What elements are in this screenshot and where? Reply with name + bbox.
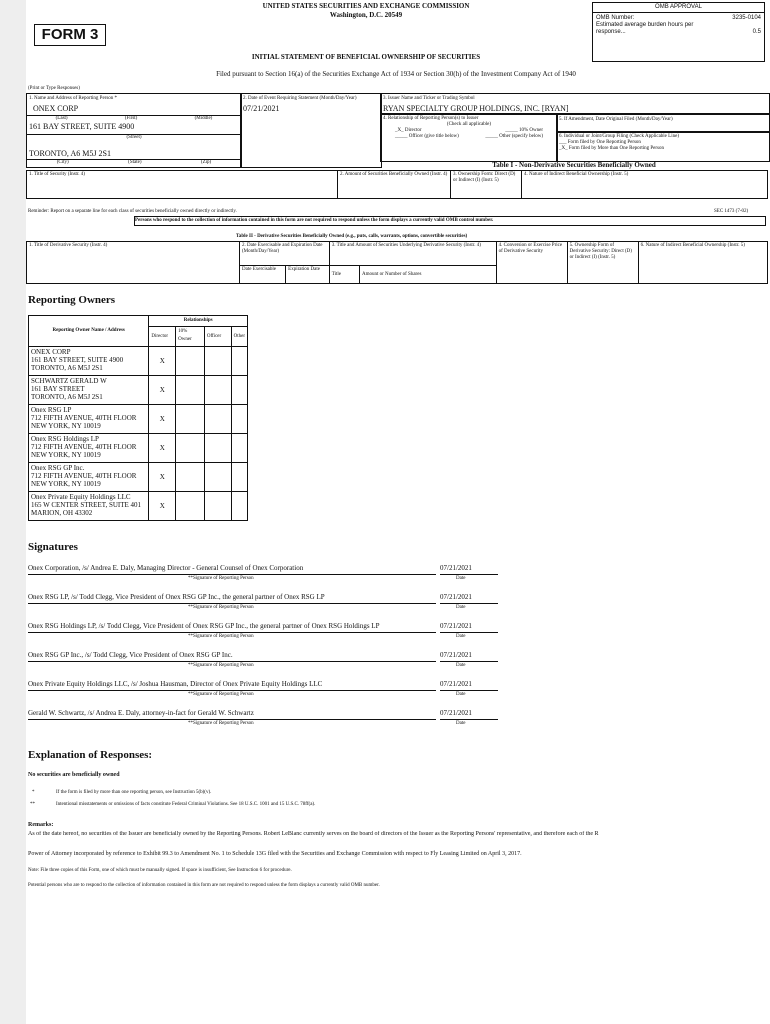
signature-date: 07/21/2021	[440, 651, 498, 662]
table1-col2: 2. Amount of Securities Beneficially Owned (Instr. 4)	[338, 171, 451, 199]
table1	[26, 170, 768, 199]
signature-text: Onex RSG GP Inc., /s/ Todd Clegg, Vice President of Onex RSG GP Inc.	[28, 651, 436, 662]
persons-notice: Persons who respond to the collection of information contained in this form are not required to respond unless the form displays a currently valid OMB control number.	[134, 216, 766, 226]
state-label: (State)	[128, 160, 142, 165]
signature-block	[26, 562, 502, 591]
owner-address-cell	[29, 405, 149, 434]
omb-number: 3235-0104	[732, 15, 761, 21]
empty-relationship-cell	[176, 405, 205, 434]
owners-table	[28, 315, 248, 521]
agency-name: UNITED STATES SECURITIES AND EXCHANGE COMMISSION	[262, 2, 470, 10]
signature-list	[26, 562, 502, 736]
director-mark: X	[149, 376, 176, 405]
box-relationship	[380, 113, 558, 162]
reporting-street: 161 BAY STREET, SUITE 4900	[29, 122, 135, 131]
print-note: (Print or Type Responses)	[28, 86, 80, 91]
signature-text: Onex Corporation, /s/ Andrea E. Daly, Managing Director - General Counsel of Onex Corporation	[28, 564, 436, 575]
table2-col6: 6. Nature of Indirect Beneficial Ownership (Instr. 5)	[638, 242, 767, 284]
owner-line: ONEX CORP	[31, 348, 71, 356]
owner-address-cell	[29, 463, 149, 492]
zip-label: (Zip)	[200, 160, 212, 165]
sec-code: SEC 1473 (7-02)	[714, 209, 749, 214]
signature-text: Onex RSG Holdings LP, /s/ Todd Clegg, Vice President of Onex RSG GP Inc., the general partner of Onex RSG Holdings LP	[28, 622, 436, 633]
no-securities: No securities are beneficially owned	[28, 772, 120, 778]
other-check: _____ Other (specify below)	[485, 134, 543, 139]
note1-mark: *	[32, 790, 35, 795]
reporting-city: TORONTO, A6 M5J 2S1	[29, 149, 111, 158]
owner-line: NEW YORK, NY 10019	[31, 451, 101, 459]
empty-relationship-cell	[176, 434, 205, 463]
date-caption: Date	[456, 634, 466, 639]
signature-date: 07/21/2021	[440, 593, 498, 604]
owner-line: Onex RSG LP	[31, 406, 72, 414]
empty-relationship-cell	[231, 463, 247, 492]
signature-block	[26, 620, 502, 649]
date-caption: Date	[456, 576, 466, 581]
box-event-date	[240, 93, 382, 168]
owners-heading: Reporting Owners	[28, 294, 116, 306]
signature-text: Onex RSG LP, /s/ Todd Clegg, Vice President of Onex RSG GP Inc., the general partner of Onex RSG LP	[28, 593, 436, 604]
empty-relationship-cell	[204, 492, 231, 521]
empty-relationship-cell	[176, 492, 205, 521]
empty-relationship-cell	[231, 376, 247, 405]
note2-mark: **	[30, 802, 35, 807]
file-note: Note: File three copies of this Form, one of which must be manually signed. If space is insufficient, See Instruction 6 for procedure.	[28, 868, 292, 873]
owner-line: 712 FIFTH AVENUE, 40TH FLOOR	[31, 443, 137, 451]
table1-col3: 3. Ownership Form: Direct (D) or Indirect (I) (Instr. 5)	[451, 171, 522, 199]
box-reporting-person	[26, 93, 242, 168]
owner-line: 161 BAY STREET	[31, 385, 85, 393]
explanation-heading: Explanation of Responses:	[28, 749, 153, 761]
signature-date: 07/21/2021	[440, 564, 498, 575]
empty-relationship-cell	[204, 405, 231, 434]
note1: If the form is filed by more than one reporting person, see Instruction 5(b)(v).	[56, 790, 212, 795]
owner-line: MARION, OH 43302	[31, 509, 93, 517]
owner-address-cell	[29, 376, 149, 405]
owner-line: Onex RSG GP Inc.	[31, 464, 85, 472]
empty-relationship-cell	[176, 463, 205, 492]
table2-col5: 5. Ownership Form of Derivative Security: Direct (D) or Indirect (I) (Instr. 5)	[567, 242, 638, 284]
director-check: _X_ Director	[395, 128, 422, 133]
signature-text: Onex Private Equity Holdings LLC, /s/ Joshua Hausman, Director of Onex Private Equity Holdings LLC	[28, 680, 436, 691]
empty-relationship-cell	[231, 347, 247, 376]
empty-relationship-cell	[176, 376, 205, 405]
owners-relationships: Relationships	[149, 316, 248, 327]
signature-block	[26, 707, 502, 736]
signature-caption: **Signature of Reporting Person	[188, 634, 254, 639]
owner-line: TORONTO, A6 M5J 2S1	[31, 393, 103, 401]
reminder: Reminder: Report on a separate line for each class of securities beneficially owned directly or indirectly.	[28, 209, 237, 214]
remarks-line1: As of the date hereof, no securities of the Issuer are beneficially owned by the Reporting Persons. Robert LeBlanc currently serves on the board of directors of the Issuer as the Reporting Persons' representative, and therefore each of the R	[28, 831, 599, 837]
signature-date: 07/21/2021	[440, 709, 498, 720]
table-row	[29, 376, 248, 405]
form-number: FORM 3	[34, 24, 106, 46]
signature-caption: **Signature of Reporting Person	[188, 605, 254, 610]
table-row	[29, 347, 248, 376]
signature-date: 07/21/2021	[440, 680, 498, 691]
filing-more: _X_ Form filed by More than One Reporting Person	[559, 146, 664, 151]
middle-label: (Middle)	[194, 116, 213, 121]
signature-caption: **Signature of Reporting Person	[188, 663, 254, 668]
signature-block	[26, 591, 502, 620]
owner-line: 161 BAY STREET, SUITE 4900	[31, 356, 124, 364]
table2	[26, 241, 768, 284]
empty-relationship-cell	[204, 347, 231, 376]
remarks-label: Remarks:	[28, 822, 54, 828]
signature-caption: **Signature of Reporting Person	[188, 692, 254, 697]
owner-line: Onex RSG Holdings LP	[31, 435, 99, 443]
box3-label: 3. Issuer Name and Ticker or Trading Symbol	[383, 96, 475, 101]
box2-label: 2. Date of Event Requiring Statement (Month/Day/Year)	[243, 96, 357, 101]
table-row	[29, 405, 248, 434]
issuer-name: RYAN SPECIALTY GROUP HOLDINGS, INC. [RYAN]	[383, 104, 569, 113]
owner-line: NEW YORK, NY 10019	[31, 480, 101, 488]
table1-title: Table I - Non-Derivative Securities Beneficially Owned	[492, 161, 656, 169]
omb-burden-label: Estimated average burden hours per response...	[596, 22, 694, 35]
table-row	[29, 492, 248, 521]
table2-col2: 2. Date Exercisable and Expiration Date (Month/Day/Year)	[240, 242, 330, 266]
table2-col2a: Date Exercisable	[240, 266, 286, 284]
signature-block	[26, 649, 502, 678]
city-label: (City)	[56, 160, 69, 165]
empty-relationship-cell	[204, 434, 231, 463]
table-row	[29, 463, 248, 492]
remarks-line2: Power of Attorney incorporated by reference to Exhibit 99.3 to Amendment No. 1 to Schedule 13G filed with the Securities and Exchange Commission with respect to Fly Leasing Limited on April 3, 2017.	[28, 851, 522, 857]
box5-label: 5. If Amendment, Date Original Filed (Month/Day/Year)	[559, 117, 673, 122]
empty-relationship-cell	[231, 405, 247, 434]
reporting-person-name: ONEX CORP	[33, 104, 79, 113]
owner-address-cell	[29, 434, 149, 463]
filing-one: ___ Form filed by One Reporting Person	[559, 140, 641, 145]
owner-line: Onex Private Equity Holdings LLC	[31, 493, 131, 501]
omb-burden: 0.5	[752, 29, 761, 35]
box4-sub: (Check all applicable)	[446, 122, 492, 127]
form-sheet	[26, 0, 770, 1024]
director-mark: X	[149, 347, 176, 376]
owner-address-cell	[29, 347, 149, 376]
signatures-heading: Signatures	[28, 541, 78, 553]
table1-col1: 1. Title of Security (Instr. 4)	[27, 171, 338, 199]
box-amendment	[556, 113, 770, 133]
director-mark: X	[149, 492, 176, 521]
owner-line: NEW YORK, NY 10019	[31, 422, 101, 430]
box1-label: 1. Name and Address of Reporting Person *	[29, 96, 118, 101]
omb-title: OMB APPROVAL	[593, 3, 764, 13]
owner-line: 712 FIFTH AVENUE, 40TH FLOOR	[31, 414, 137, 422]
note2: Intentional misstatements or omissions of facts constitute Federal Criminal Violations. See 18 U.S.C. 1001 and 15 U.S.C. 78ff(a).	[56, 802, 316, 807]
director-mark: X	[149, 434, 176, 463]
empty-relationship-cell	[231, 492, 247, 521]
owners-col-officer: Officer	[204, 327, 231, 347]
table2-col4: 4. Conversion or Exercise Price of Derivative Security	[496, 242, 567, 284]
table-row	[29, 434, 248, 463]
first-label: (First)	[124, 116, 138, 121]
omb-number-label: OMB Number:	[596, 15, 635, 21]
last-label: (Last)	[55, 116, 68, 121]
date-caption: Date	[456, 692, 466, 697]
table2-col3b: Amount or Number of Shares	[359, 266, 496, 284]
box4-label: 4. Relationship of Reporting Person(s) to Issuer	[383, 116, 479, 121]
owners-col-ten: 10% Owner	[176, 327, 205, 347]
filed-pursuant: Filed pursuant to Section 16(a) of the Securities Exchange Act of 1934 or Section 30(h) of the Investment Company Act of 1940	[216, 70, 576, 78]
omb-approval-box	[592, 2, 765, 62]
agency-location: Washington, D.C. 20549	[329, 11, 403, 19]
signature-block	[26, 678, 502, 707]
empty-relationship-cell	[204, 463, 231, 492]
date-caption: Date	[456, 663, 466, 668]
owner-line: SCHWARTZ GERALD W	[31, 377, 107, 385]
table2-title: Table II - Derivative Securities Beneficially Owned (e.g., puts, calls, warrants, options, convertible securities)	[236, 234, 468, 239]
box-filing-type	[556, 131, 770, 162]
owner-line: 165 W CENTER STREET, SUITE 401	[31, 501, 142, 509]
table2-col3a: Title	[329, 266, 359, 284]
owner-check: _____ 10% Owner	[505, 128, 543, 133]
form-title: INITIAL STATEMENT OF BENEFICIAL OWNERSHIP OF SECURITIES	[251, 53, 481, 61]
empty-relationship-cell	[231, 434, 247, 463]
owner-address-cell	[29, 492, 149, 521]
box6-label: 6. Individual or Joint/Group Filing (Check Applicable Line)	[559, 134, 679, 139]
empty-relationship-cell	[176, 347, 205, 376]
signature-caption: **Signature of Reporting Person	[188, 576, 254, 581]
signature-text: Gerald W. Schwartz, /s/ Andrea E. Daly, attorney-in-fact for Gerald W. Schwartz	[28, 709, 436, 720]
director-mark: X	[149, 463, 176, 492]
owners-col-director: Director	[149, 327, 176, 347]
table2-col2b: Expiration Date	[286, 266, 330, 284]
officer-check: _____ Officer (give title below)	[395, 134, 459, 139]
box-issuer	[380, 93, 770, 115]
owners-col-name: Reporting Owner Name / Address	[29, 316, 149, 347]
table2-col3: 3. Title and Amount of Securities Underlying Derivative Security (Instr. 4)	[329, 242, 496, 266]
empty-relationship-cell	[204, 376, 231, 405]
event-date: 07/21/2021	[243, 104, 280, 113]
date-caption: Date	[456, 721, 466, 726]
street-label: (Street)	[27, 134, 241, 141]
signature-caption: **Signature of Reporting Person	[188, 721, 254, 726]
potential-note: Potential persons who are to respond to the collection of information contained in this form are not required to respond unless the form displays a currently valid OMB number.	[28, 883, 380, 888]
date-caption: Date	[456, 605, 466, 610]
owner-line: 712 FIFTH AVENUE, 40TH FLOOR	[31, 472, 137, 480]
table2-col1: 1. Title of Derivative Security (Instr. 4)	[27, 242, 240, 284]
owners-col-other: Other	[231, 327, 247, 347]
signature-date: 07/21/2021	[440, 622, 498, 633]
owner-line: TORONTO, A6 M5J 2S1	[31, 364, 103, 372]
table1-col4: 4. Nature of Indirect Beneficial Ownership (Instr. 5)	[522, 171, 768, 199]
director-mark: X	[149, 405, 176, 434]
